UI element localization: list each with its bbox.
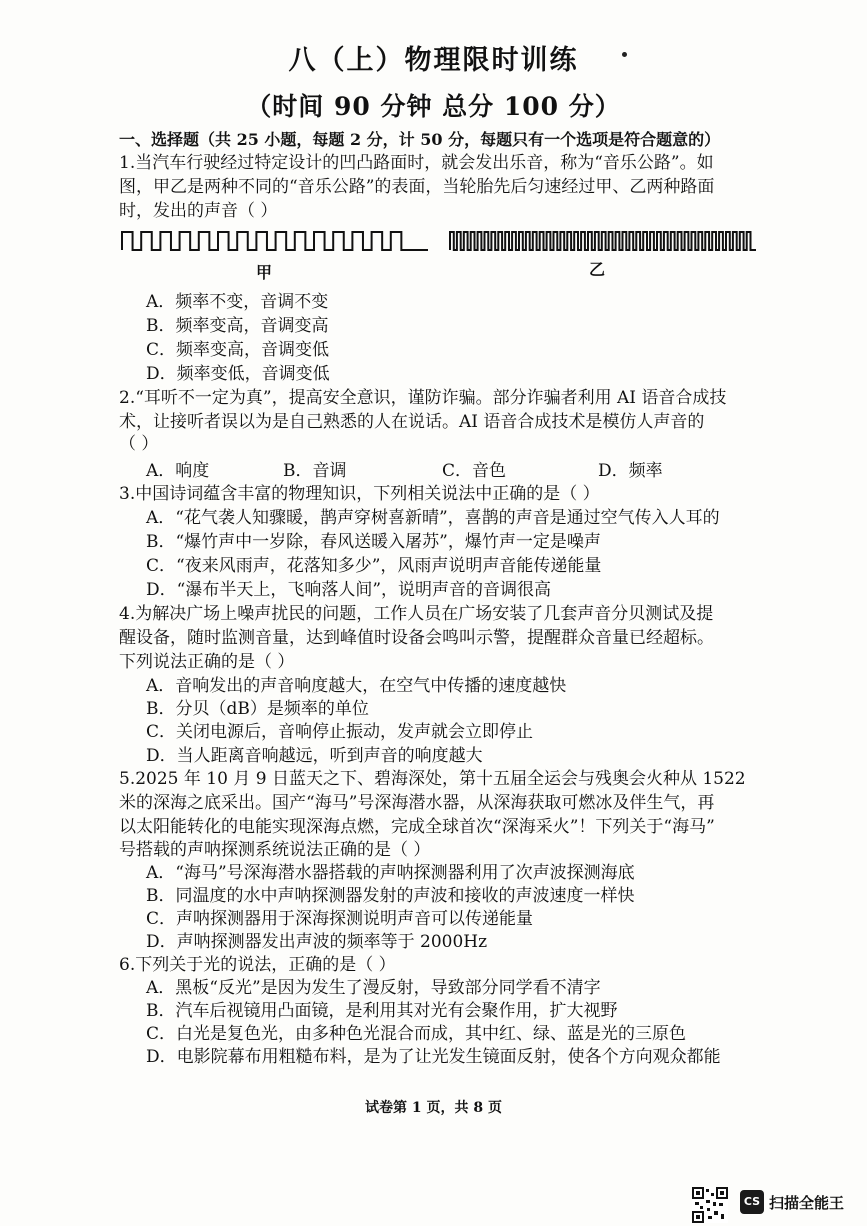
q4-line-3: 下列说法正确的是（ ） <box>119 652 295 672</box>
road-surface-figure <box>118 226 758 256</box>
q2-option-c: C．音色 <box>442 461 507 481</box>
q5-line-2: 米的深海之底采出。国产“海马”号深海潜水器，从深海获取可燃冰及伴生气，再 <box>119 793 715 813</box>
q1-option-b: B．频率变高，音调变高 <box>146 316 329 336</box>
section-heading: 一、选择题（共 25 小题，每题 2 分，计 50 分，每题只有一个选项是符合题意的） <box>119 130 721 149</box>
q3-option-a: A．“花气袭人知骤暖，鹊声穿树喜新晴”，喜鹊的声音是通过空气传入人耳的 <box>146 508 720 528</box>
q4-line-1: 4.为解决广场上噪声扰民的问题，工作人员在广场安装了几套声音分贝测试及提 <box>119 604 714 624</box>
exam-subtitle: （时间 90 分钟 总分 100 分） <box>246 92 621 121</box>
q1-option-a: A．频率不变，音调不变 <box>146 292 329 312</box>
q1-line-3: 时，发出的声音（ ） <box>119 201 278 221</box>
q5-option-a: A．“海马”号深海潜水器搭载的声呐探测器利用了次声波探测海底 <box>146 863 635 883</box>
q2-option-a: A．响度 <box>146 461 210 481</box>
speck <box>622 52 627 57</box>
q5-line-1: 5.2025 年 10 月 9 日蓝天之下、碧海深处，第十五届全运会与残奥会火种从 1522 <box>119 769 746 789</box>
q4-line-2: 醒设备，随时监测音量，达到峰值时设备会鸣叫示警，提醒群众音量已经超标。 <box>119 628 714 648</box>
road-label-jia: 甲 <box>256 263 273 282</box>
q4-option-d: D．当人距离音响越远，听到声音的响度越大 <box>146 746 483 766</box>
q1-line-1: 1.当汽车行驶经过特定设计的凹凸路面时，就会发出乐音，称为“音乐公路”。如 <box>119 153 714 173</box>
q3-option-b: B．“爆竹声中一岁除，春风送暖入屠苏”，爆竹声一定是噪声 <box>146 532 601 552</box>
q6-option-d: D．电影院幕布用粗糙布料，是为了让光发生镜面反射，使各个方向观众都能 <box>146 1047 721 1067</box>
exam-title: 八（上）物理限时训练 <box>288 45 579 76</box>
qr-code-icon <box>692 1187 728 1223</box>
q5-option-d: D．声呐探测器发出声波的频率等于 2000Hz <box>146 932 488 952</box>
q2-line-2: 术，让接听者误以为是自己熟悉的人在说话。AI 语音合成技术是模仿人声音的 <box>119 412 705 432</box>
q6-line-1: 6.下列关于光的说法，正确的是（ ） <box>119 955 396 975</box>
q3-option-d: D．“瀑布半天上，飞响落人间”，说明声音的音调很高 <box>146 580 552 600</box>
q5-option-c: C．声呐探测器用于深海探测说明声音可以传递能量 <box>146 909 534 929</box>
page-footer: 试卷第 1 页，共 8 页 <box>365 1100 502 1116</box>
q6-option-c: C．白光是复色光，由多种色光混合而成，其中红、绿、蓝是光的三原色 <box>146 1024 687 1044</box>
q1-line-2: 图，甲乙是两种不同的“音乐公路”的表面，当轮胎先后匀速经过甲、乙两种路面 <box>119 177 715 197</box>
q1-option-d: D．频率变低，音调变低 <box>146 364 330 384</box>
road-surface-yi <box>450 232 756 250</box>
q2-line-3: （ ） <box>119 434 159 454</box>
q5-line-3: 以太阳能转化的电能实现深海点燃，完成全球首次“深海采火”！下列关于“海马” <box>119 817 715 837</box>
road-label-yi: 乙 <box>589 260 606 279</box>
q2-line-1: 2.“耳听不一定为真”，提高安全意识，谨防诈骗。部分诈骗者利用 AI 语音合成技 <box>119 388 727 408</box>
q6-option-a: A．黑板“反光”是因为发生了漫反射，导致部分同学看不清字 <box>146 978 601 998</box>
q2-option-d: D．频率 <box>598 461 663 481</box>
q2-option-b: B．音调 <box>283 461 347 481</box>
q4-option-b: B．分贝（dB）是频率的单位 <box>146 699 369 719</box>
q4-option-c: C．关闭电源后，音响停止振动，发声就会立即停止 <box>146 722 534 742</box>
road-surface-jia <box>122 232 428 250</box>
q5-line-4: 号搭载的声呐探测系统说法正确的是（ ） <box>119 840 431 860</box>
q6-option-b: B．汽车后视镜用凸面镜，是利用其对光有会聚作用，扩大视野 <box>146 1001 618 1021</box>
camscanner-logo-icon: CS <box>740 1190 764 1214</box>
camscanner-watermark-text: 扫描全能王 <box>769 1194 845 1212</box>
q3-option-c: C．“夜来风雨声，花落知多少”，风雨声说明声音能传递能量 <box>146 556 602 576</box>
q5-option-b: B．同温度的水中声呐探测器发射的声波和接收的声波速度一样快 <box>146 886 635 906</box>
q1-option-c: C．频率变高，音调变低 <box>146 340 330 360</box>
q4-option-a: A．音响发出的声音响度越大，在空气中传播的速度越快 <box>146 676 567 696</box>
q3-line-1: 3.中国诗词蕴含丰富的物理知识，下列相关说法中正确的是（ ） <box>119 484 600 504</box>
